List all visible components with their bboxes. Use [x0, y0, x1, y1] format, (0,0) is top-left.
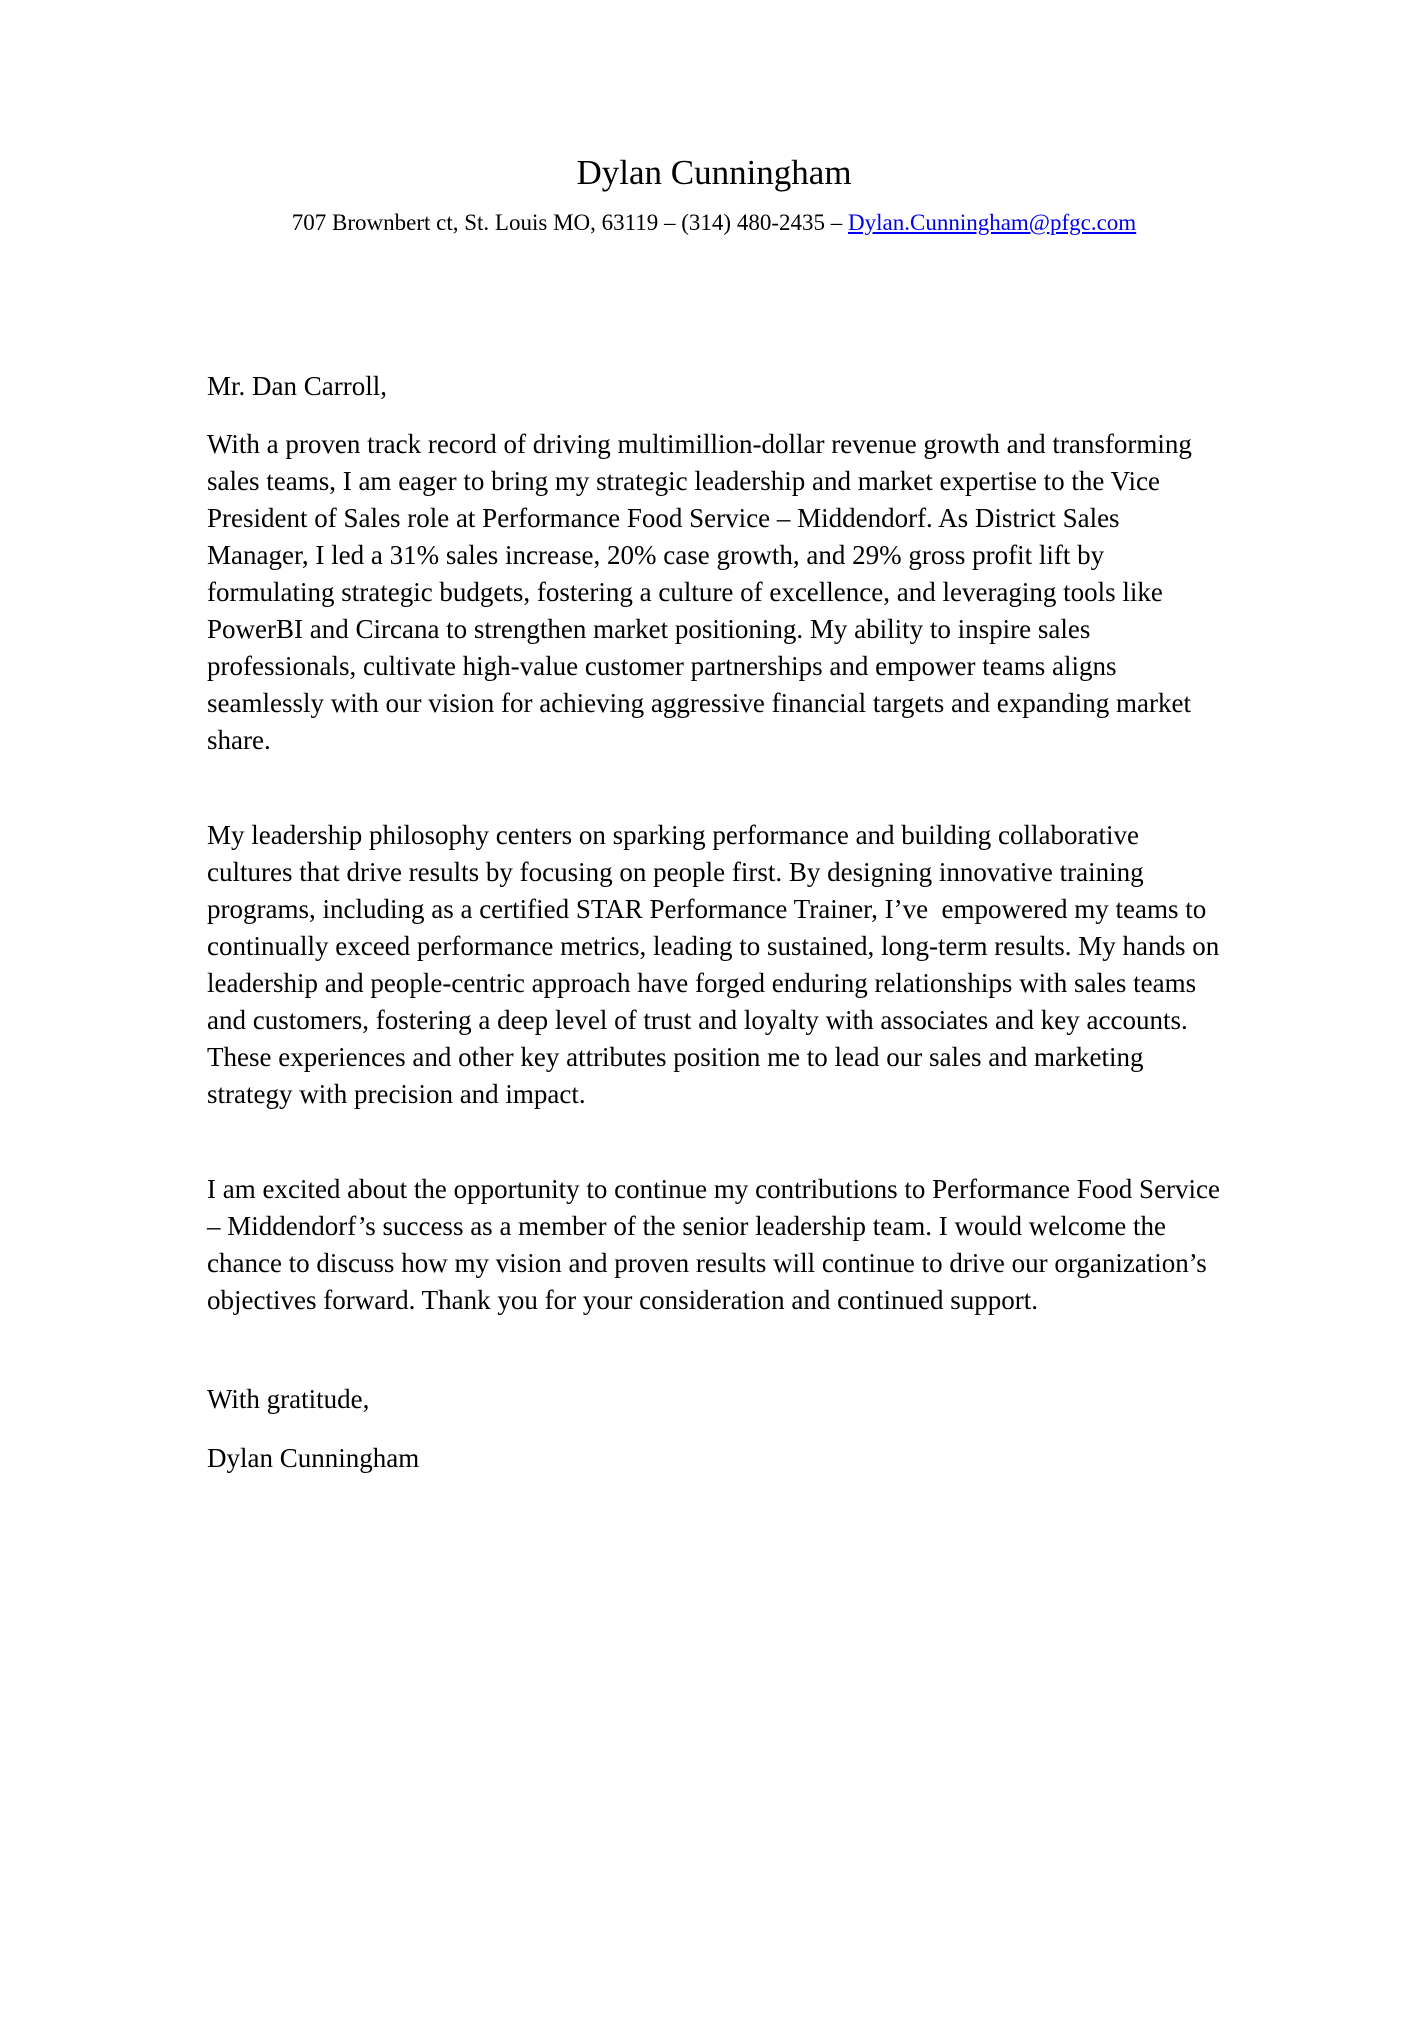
author-name-title: Dylan Cunningham [576, 153, 852, 192]
body-paragraph-2: My leadership philosophy centers on sparking performance and building collaborative cultures that drive results by focusing on people first. By designing innovative training programs, including as a certified STAR Performance Trainer, I’ve empowered my teams to continually exceed performance metrics, leading to sustained, long-term results. My hands on leadership and people-centric approach have forged enduring relationships with sales teams and customers, fostering a deep level of trust and loyalty with associates and key accounts. These experiences and other key attributes position me to lead our sales and marketing strategy with precision and impact. [207, 820, 1226, 1109]
closing-line: With gratitude, [207, 1384, 370, 1414]
email-link[interactable]: Dylan.Cunningham@pfgc.com [848, 210, 1137, 235]
contact-address-phone: 707 Brownbert ct, St. Louis MO, 63119 – (314) 480-2435 – [291, 210, 849, 235]
signature-name: Dylan Cunningham [207, 1443, 420, 1473]
contact-line [207, 209, 1221, 236]
salutation: Mr. Dan Carroll, [207, 371, 387, 401]
body-paragraph-3: I am excited about the opportunity to continue my contributions to Performance Food Service – Middendorf’s success as a member of the senior leadership team. I would welcome the chance to discuss how my vision and proven results will continue to drive our organization’s objectives forward. Thank you for your consideration and continued support. [207, 1174, 1227, 1315]
body-paragraph-1: With a proven track record of driving multimillion-dollar revenue growth and transforming sales teams, I am eager to bring my strategic leadership and market expertise to the Vice President of Sales role at Performance Food Service – Middendorf. As District Sales Manager, I led a 31% sales increase, 20% case growth, and 29% gross profit lift by formulating strategic budgets, fostering a culture of excellence, and leveraging tools like PowerBI and Circana to strengthen market positioning. My ability to inspire sales professionals, cultivate high-value customer partnerships and empower teams aligns seamlessly with our vision for achieving aggressive financial targets and expanding market share. [207, 429, 1199, 755]
